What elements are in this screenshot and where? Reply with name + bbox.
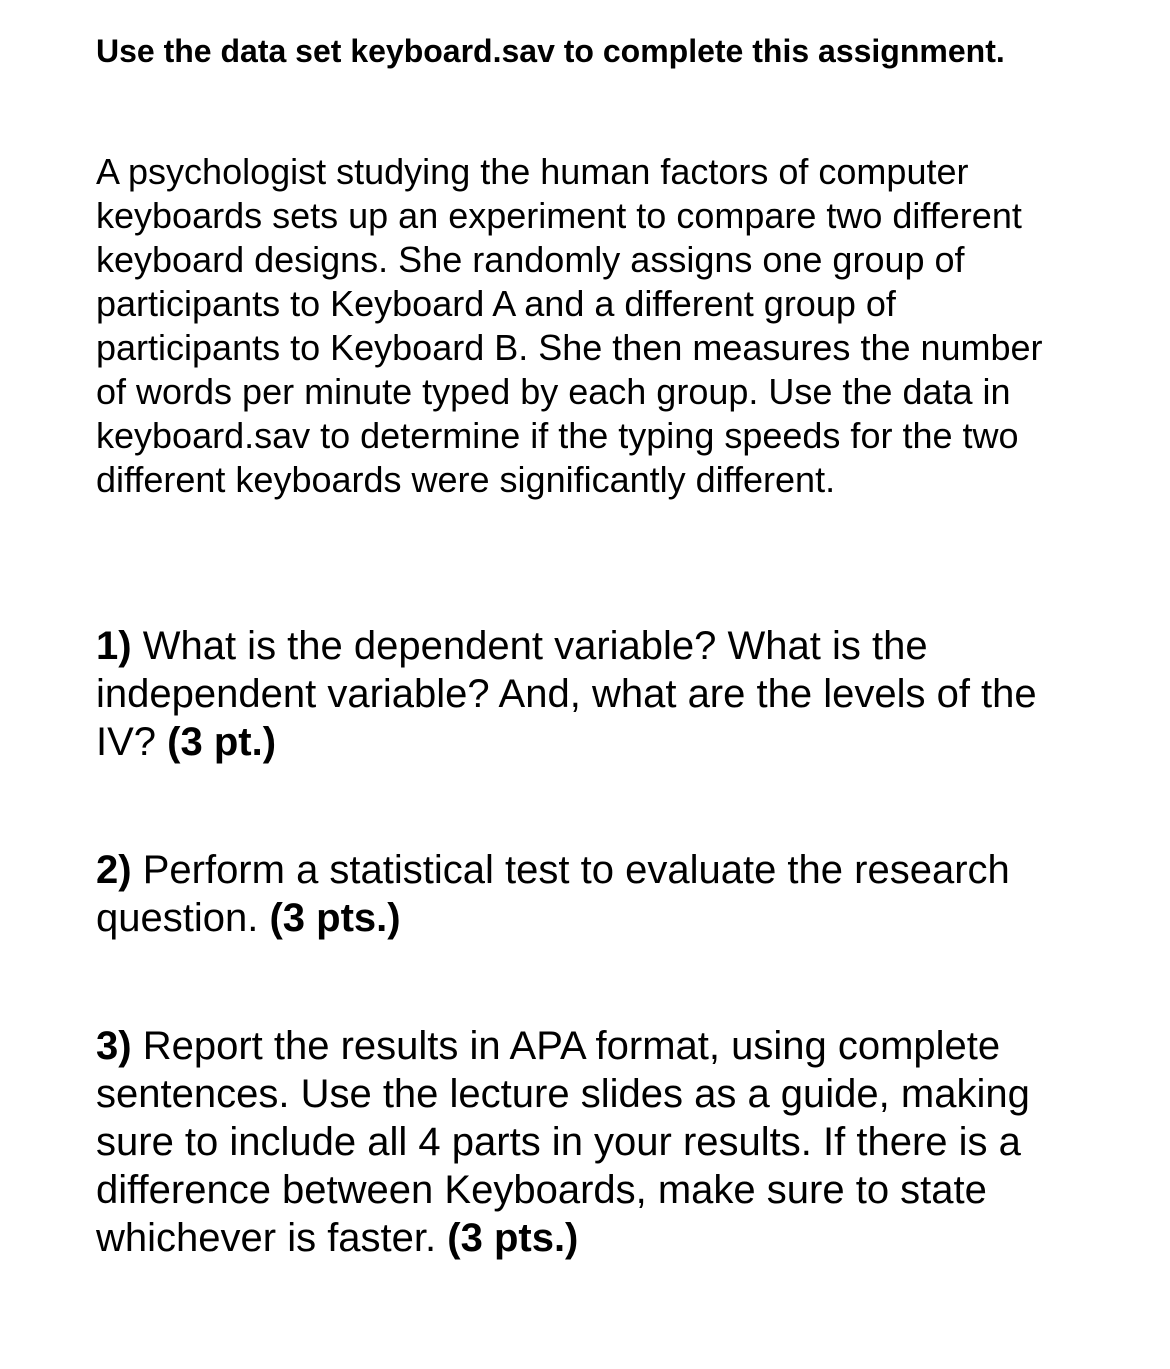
question-points: (3 pts.) — [269, 896, 401, 940]
question-text: What is the dependent variable? What is the independent variable? And, what are the levels of the IV? — [96, 624, 1037, 764]
question-number: 3) — [96, 1024, 132, 1068]
question-points: (3 pts.) — [447, 1216, 579, 1260]
assignment-instruction: Use the data set keyboard.sav to complete this assignment. — [96, 33, 1005, 69]
question-number: 1) — [96, 624, 132, 668]
question-3 — [96, 1022, 1081, 1262]
question-text: Perform a statistical test to evaluate the research question. — [96, 848, 1010, 940]
scenario-paragraph: A psychologist studying the human factors of computer keyboards sets up an experiment to compare two different keyboard designs. She randomly assigns one group of participants to Keyboard A and a different group of participants to Keyboard B. She then measures the number of words per minute typed by each group. Use the data in keyboard.sav to determine if the typing speeds for the two different keyboards were significantly different. — [96, 151, 1043, 500]
question-number: 2) — [96, 848, 132, 892]
question-1 — [96, 622, 1081, 766]
question-text: Report the results in APA format, using complete sentences. Use the lecture slides as a guide, making sure to include all 4 parts in your results. If there is a difference between Keyboards, make sure to state whichever is faster. — [96, 1024, 1030, 1260]
question-2 — [96, 846, 1081, 942]
question-points: (3 pt.) — [167, 720, 277, 764]
